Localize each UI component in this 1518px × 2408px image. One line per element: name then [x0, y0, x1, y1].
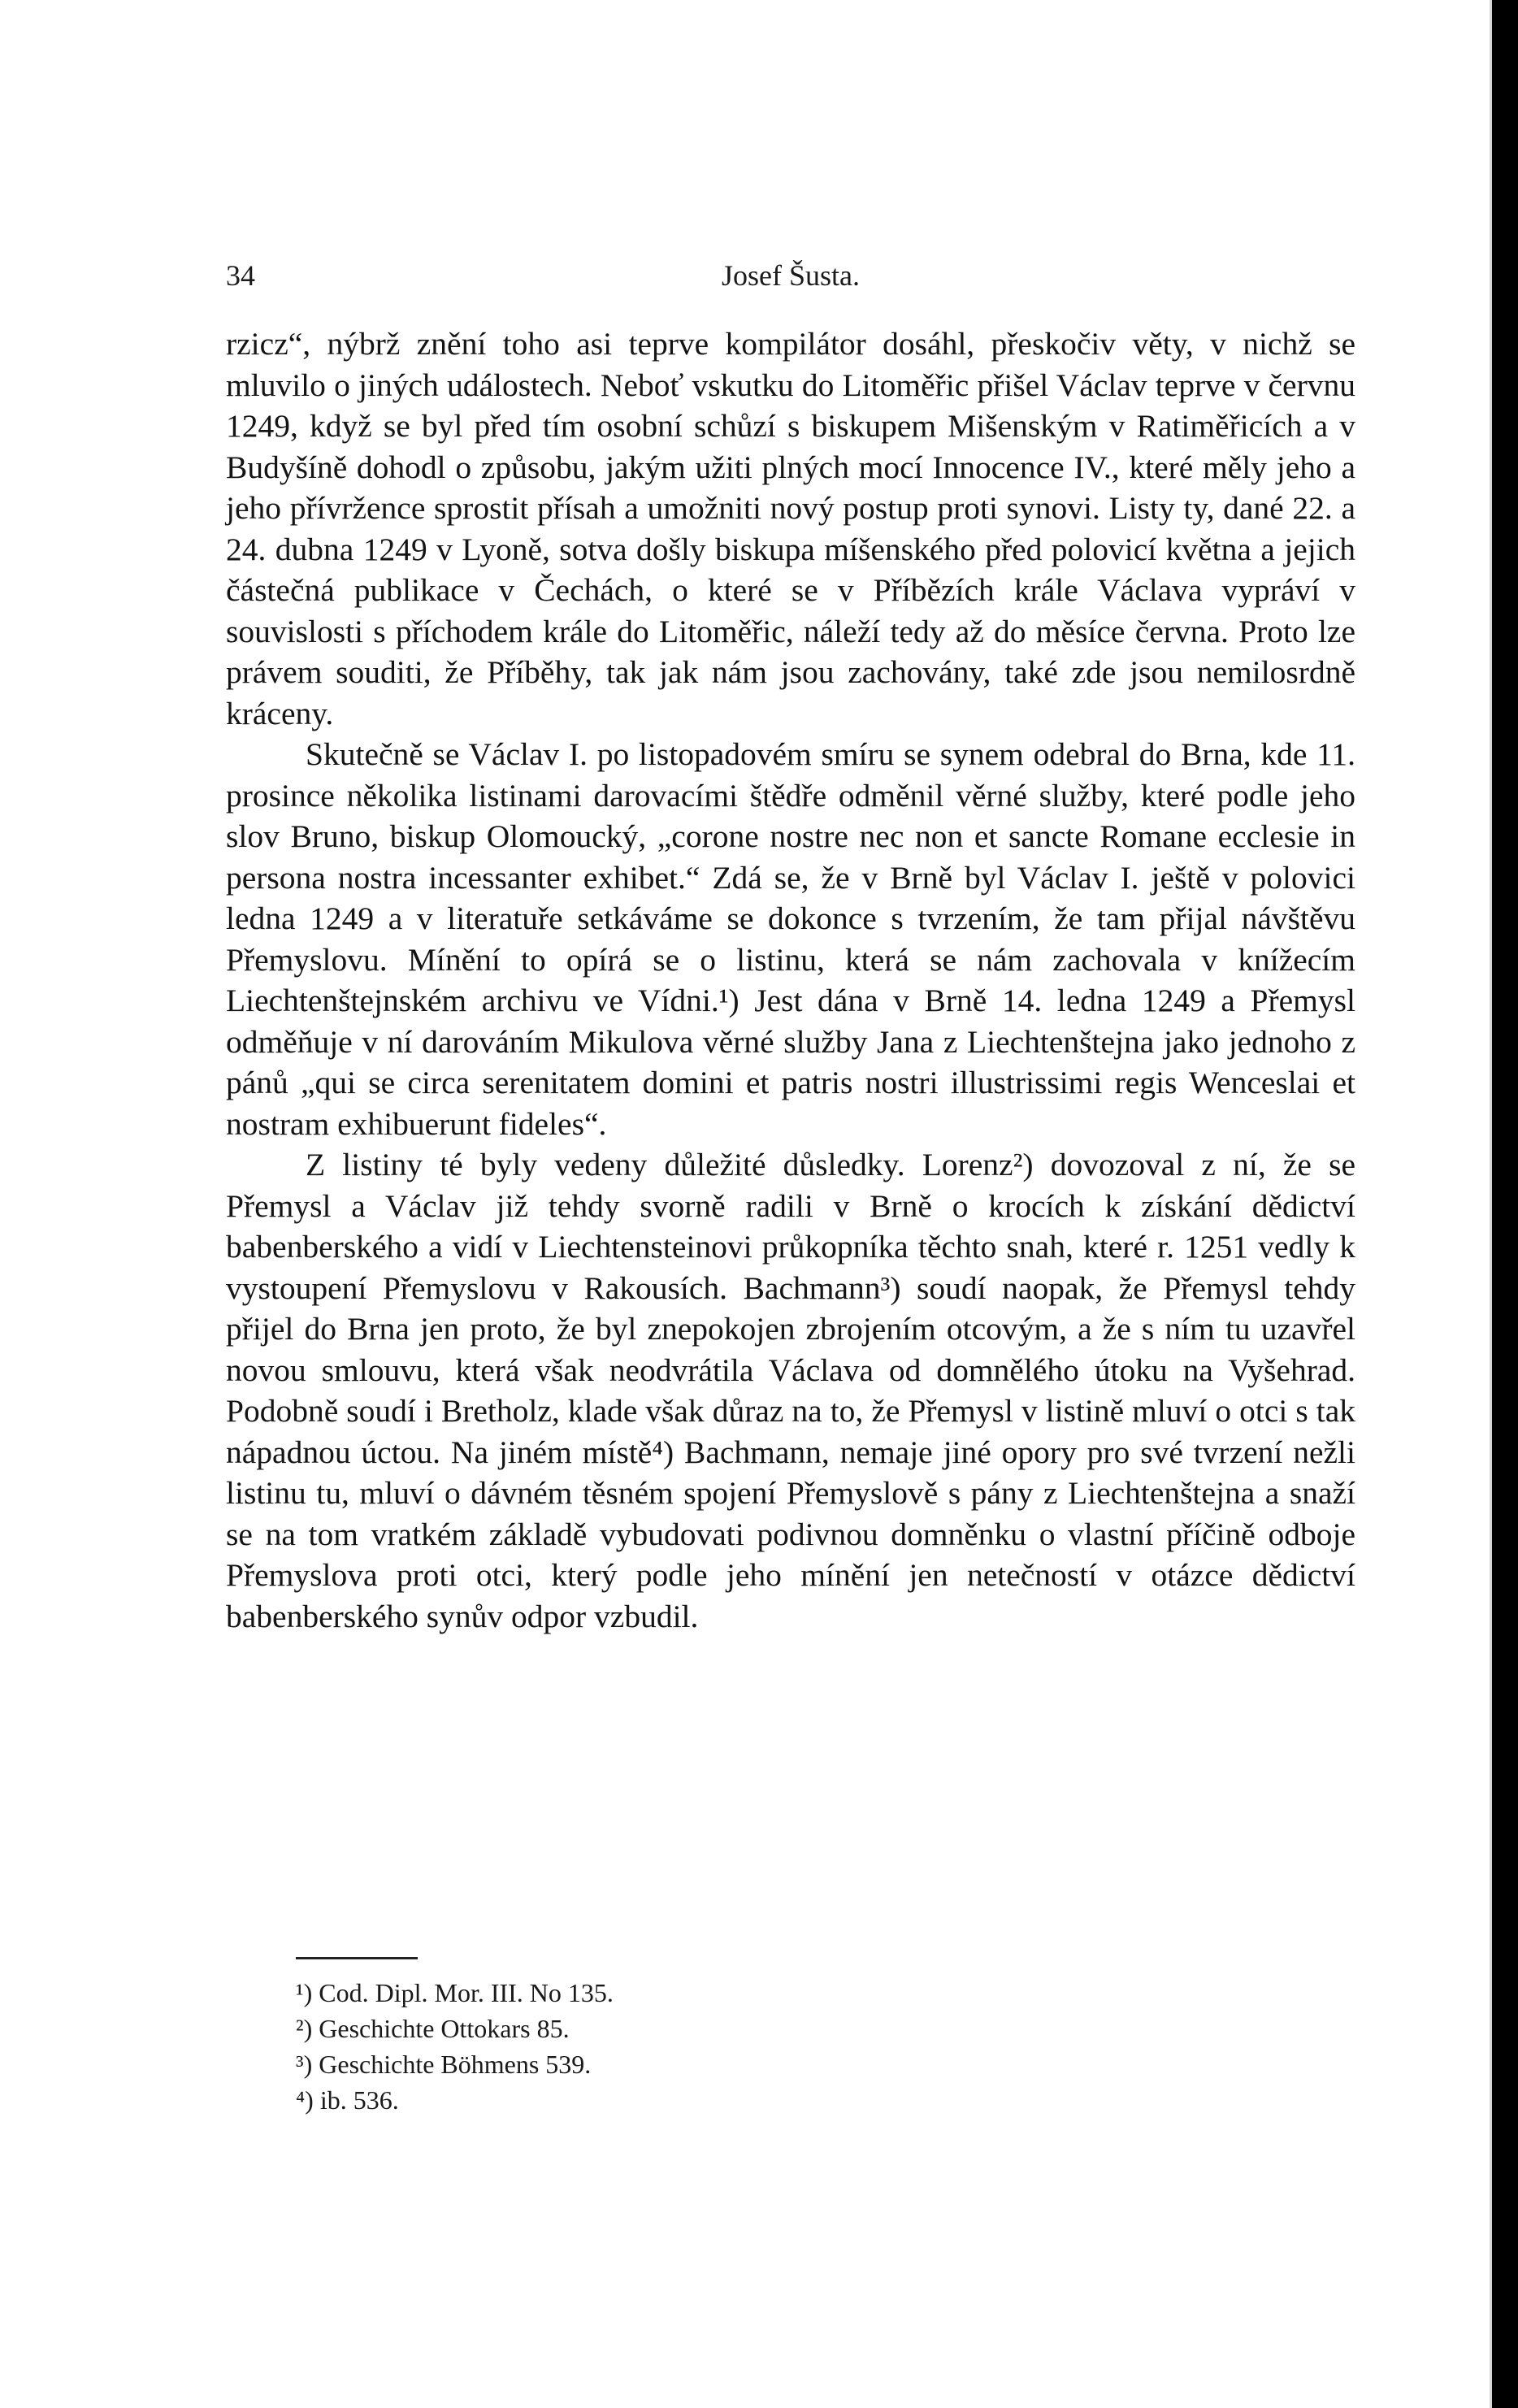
footnote-1: ¹) Cod. Dipl. Mor. III. No 135.: [296, 1978, 614, 2007]
running-head: Josef Šusta.: [722, 259, 860, 292]
body-text: [226, 323, 1355, 1637]
paragraph-1: rzicz“, nýbrž znění toho asi teprve kompilátor dosáhl, přeskočiv věty, v nichž se mluvilo o jiných událostech. Neboť vskutku do Litoměřic přišel Václav teprve v červnu 1249, když se byl před tím osobní schůzí s biskupem Mišenským v Ratiměřicích a v Budyšíně dohodl o způsobu, jakým užiti plných mocí Innocence IV., které měly jeho a jeho přívržence sprostit přísah a umožniti nový postup proti synovi. Listy ty, dané 22. a 24. dubna 1249 v Lyoně, sotva došly biskupa míšenského před polovicí května a jejich částečná publikace v Čechách, o které se v Příbězích krále Václava vypráví v souvislosti s příchodem krále do Litoměřic, náleží tedy až do měsíce června. Proto lze právem souditi, že Příběhy, tak jak nám jsou zachovány, také zde jsou nemilosrdně kráceny.: [226, 326, 1355, 731]
footnotes: [296, 1975, 1027, 2118]
footnote-divider: [296, 1957, 418, 1959]
page-number: 34: [226, 259, 255, 292]
paragraph-2: Skutečně se Václav I. po listopadovém smíru se synem odebral do Brna, kde 11. prosince několika listinami darovacími štědře odměnil věrné služby, které podle jeho slov Bruno, biskup Olomoucký, „corone nostre nec non et sancte Romane ecclesie in persona nostra incessanter exhibet.“ Zdá se, že v Brně byl Václav I. ještě v polovici ledna 1249 a v literatuře setkáváme se dokonce s tvrzením, že tam přijal návštěvu Přemyslovu. Mínění to opírá se o listinu, která se nám zachovala v knížecím Liechtenštejnském archivu ve Vídni.¹) Jest dána v Brně 14. ledna 1249 a Přemysl odměňuje v ní darováním Mikulova věrné služby Jana z Liechtenštejna jako jednoho z pánů „qui se circa serenitatem domini et patris nostri illustrissimi regis Wenceslai et nostram exhibuerunt fideles“.: [226, 736, 1355, 1142]
paragraph-3: Z listiny té byly vedeny důležité důsledky. Lorenz²) dovozoval z ní, že se Přemysl a Václav již tehdy svorně radili v Brně o krocích k získání dědictví babenberského a vidí v Liechtensteinovi průkopníka těchto snah, které r. 1251 vedly k vystoupení Přemyslovu v Rakousích. Bachmann³) soudí naopak, že Přemysl tehdy přijel do Brna jen proto, že byl znepokojen zbrojením otcovým, a že s ním tu uzavřel novou smlouvu, která však neodvrátila Václava od domnělého útoku na Vyšehrad. Podobně soudí i Bretholz, klade však důraz na to, že Přemysl v listině mluví o otci s tak nápadnou úctou. Na jiném místě⁴) Bachmann, nemaje jiné opory pro své tvrzení nežli listinu tu, mluví o dávném těsném spojení Přemyslově s pány z Liechtenštejna a snaží se na tom vratkém základě vybudovati podivnou domněnku o vlastní příčině odboje Přemyslova proti otci, který podle jeho mínění jen netečností v otázce dědictví babenberského synův odpor vzbudil.: [226, 1147, 1355, 1634]
page-header: [226, 258, 1355, 299]
footnote-3: ³) Geschichte Böhmens 539.: [296, 2050, 592, 2079]
footnote-2: ²) Geschichte Ottokars 85.: [296, 2014, 570, 2043]
footnote-4: ⁴) ib. 536.: [296, 2085, 399, 2115]
